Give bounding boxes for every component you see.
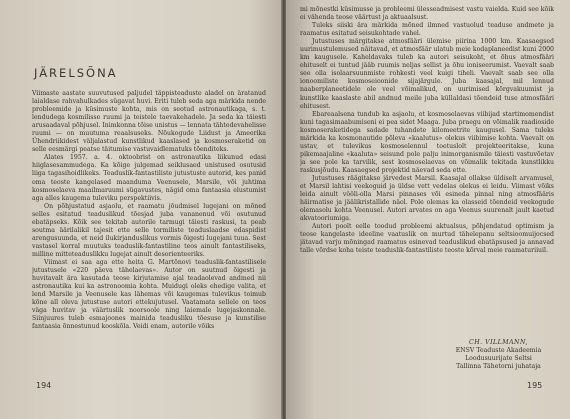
paragraph: Viimaste aastate suuvutused paljudel täppisteaduste aladel on äratanud laialdase rahvahulkades sügavat huvi. Eriti tuleb seda aga märkida nende probleemide ja küsimuste kohta, mis on seotud astronautikaga, s. t. lendudega kosmilisse ruumi ja teistele taevakehadele. Ja seda ka täiesti arusaadaval põhjusel. Inimkonna tõise unistus — lennata tähtedevahelisse ruumi — on muutuma reaalsuseks. Nõukogude Liidust ja Ameerika Ühendriikidest väljalastud kunstlikud kaaslased ja kosmoseraketid on selle eesmärgi peatse täitumise vastuvaidlematuks tõenditeks.: [32, 90, 266, 154]
left-page-body: [32, 90, 266, 365]
signature-name: CH. VILLMANN,: [469, 339, 528, 346]
signature-title-line: ENSV Teaduste Akadeemia: [455, 347, 542, 354]
paragraph: Autori poolt eelle toodud probleemi aktualsus, põhjendatud optimism ja teose kangelaste ideeline vaatuslik on murtud tähelepanu seltsioomuijocsed jätavad varju mõningad raamatus esinevad teaduslikud ebatäpsused ja annavad talle võrdse koha teiste teaduslik-fantastiliste teoste kõrval meie raamaturiiuil.: [300, 223, 554, 255]
paragraph: On põhjustatud asjaolu, et raamatu jõudmisel lugejani on mõned selles esitatud teaduslikud tõesjad juba vananenud või osutunud ebatäpseks. Kõik see tekitab autorile tarmugi täiesti raskusi, ta peab soutma äärilalikil tajesit ette selle tormiliste teaduslaadse edaspidist arengusuunda, et neid ilukirjanduslikus vormis õigesti lugejani tuua. Sest vastasel korral muutuks teaduslik-fantastiline teos ainult fantastiliseks, milline mitteteaduslikku lugejat ainult desorienteeriks.: [32, 202, 266, 258]
paragraph: Tuleks siiski ära märkida mõned ilmned vastuolud teaduse andmete ja raamatus esitatud seisukohtade vahel.: [300, 22, 554, 38]
page-number-right: 195: [527, 381, 543, 390]
right-page: [286, 0, 570, 419]
paragraph: Alates 1957. a. 4. oktoobrist on astronautika liikunud edasi hiiglasesammudega. Ka kõige julgemad seiklusaed unistused osutusid liiga tagasihoidlikeks. Teaduslik-fantastiliste jutustuste autorid, kes panid oma teoste kangelased maandumа Veenusele, Marsile, või juhtima kosmoselaeva maailmaruumi sügavustes, nägid oma fantaasia elustumist aga alles kaugema tuleviku perspektiivis.: [32, 154, 266, 202]
author-signature: [436, 339, 561, 371]
signature-title-line: Loodusuurijate Seltsi: [465, 355, 532, 362]
paragraph: Ebareaalsena tundub ka asjaolu, et kosmoselaevas viibijad startimomendist kuni tagasimaabumiseni ei pea sidet Maaga. Juba praegu on võimalik raadioside kosmoseraketidega sadade tuhandete kilomeetrite kaugusel. Sama tuleks märkida ka kosmonautide põleva «kaalutus» olekus viibimise kohta. Vaevalt on ustav, et tulevikus kosmoselennul toetuslolt projekteeritakse, kuna pikemaajaline «kaaluta» seisund pole palju inimorganismile täiesti vastuvõetav ja see pole ka tarvilik, sest kosmoselaevas on võimalik tekitada kunstlikku raskusjõudu. Kaasaegsed projektid näevad seda ette.: [300, 110, 554, 174]
page-number-left: 194: [36, 381, 52, 390]
right-page-body: [300, 6, 554, 336]
paragraph: Viimast ei saa aga ette heita G. Martõnovi teaduslik-fantastilisele jutustusele «220 päeva tähelaevas». Autor on suutnud õigesti ja huvitavalt ära kasutada teose kirjutamise ajal teadaolevad andmed nii astronautika kui ka astronoomia kohta. Muidugi oleks ehedige valita, et lend Marsile ja Veenusele kas lähemas või kaugemas tulevikus toimub kõne all oleva jutustuse autori ettekujutusel. Vaatamata sellele on teos väga huvitav ja väärtuslik noorsoole ning laiemale lugejaskonnale. Siinjuures tuleb esmajoones mainida teadusliku tõesuse ja kunstilise fantaasia õnnestunud kooskõla. Veidi enam, autorile võiks: [32, 258, 266, 331]
signature-title-line: Tallinna Tähetorni juhataja: [456, 363, 541, 370]
left-page: [0, 0, 282, 419]
paragraph: mi mõnestki küsimusse ja probleemi ülesseadmisest vastu vaieldа. Kuid see kõik ei vähenda teose väärtust ja aktuaalsust.: [300, 6, 554, 22]
chapter-title: JÄRELSÕNA: [34, 66, 118, 80]
paragraph: Jutustuses räägitakse järvedest Marsil. Kaasajal ollakse üldiselt arvamusel, et Marsil lahtisi veekoguid ja üldse vett vedelas olekus ei leidu. Viimast võiks leida ainult vööli-olla Marsi pinnases või esineda pinnal ning atmosfääris häirmatise ja jäälikristallide näol. Pole olemas ka olasseid tõendeid veekogude olemasolu kohta Veenusel. Autori arvates on aga Veenus suurenalt jault kaetud akvatooriumiga.: [300, 174, 554, 223]
paragraph: Jutustuses märgitakse atmosfääri ülemise piirina 1000 km. Kaasaegsed uurimustulemused näitavad, et atmosfäär ulatub meie kodaplaneedist kuni 2000 km kaugusele. Kaheldavaks tuleb ka autori seisukoht, et õhus atmosfääri ehituselt ei tuntud jääb ruumis neljas sellist ja õhu ioniseerumist. Vaevalt saab see olla isolaarsuunmiste rohkesti veel kuigi tiheli. Vaevalt saab see olla ionoomiliste kosmoseioonide sijajärgule. Juba kaasajal, mil lennud naaberplaneetidele ole veel võimalikud, on uurimised kõrgvakuumist ja kunstlike kaaslaste abil andnud meile juba küllaldasi tõendeid tuse atmosfääri ehitusest.: [300, 38, 554, 110]
